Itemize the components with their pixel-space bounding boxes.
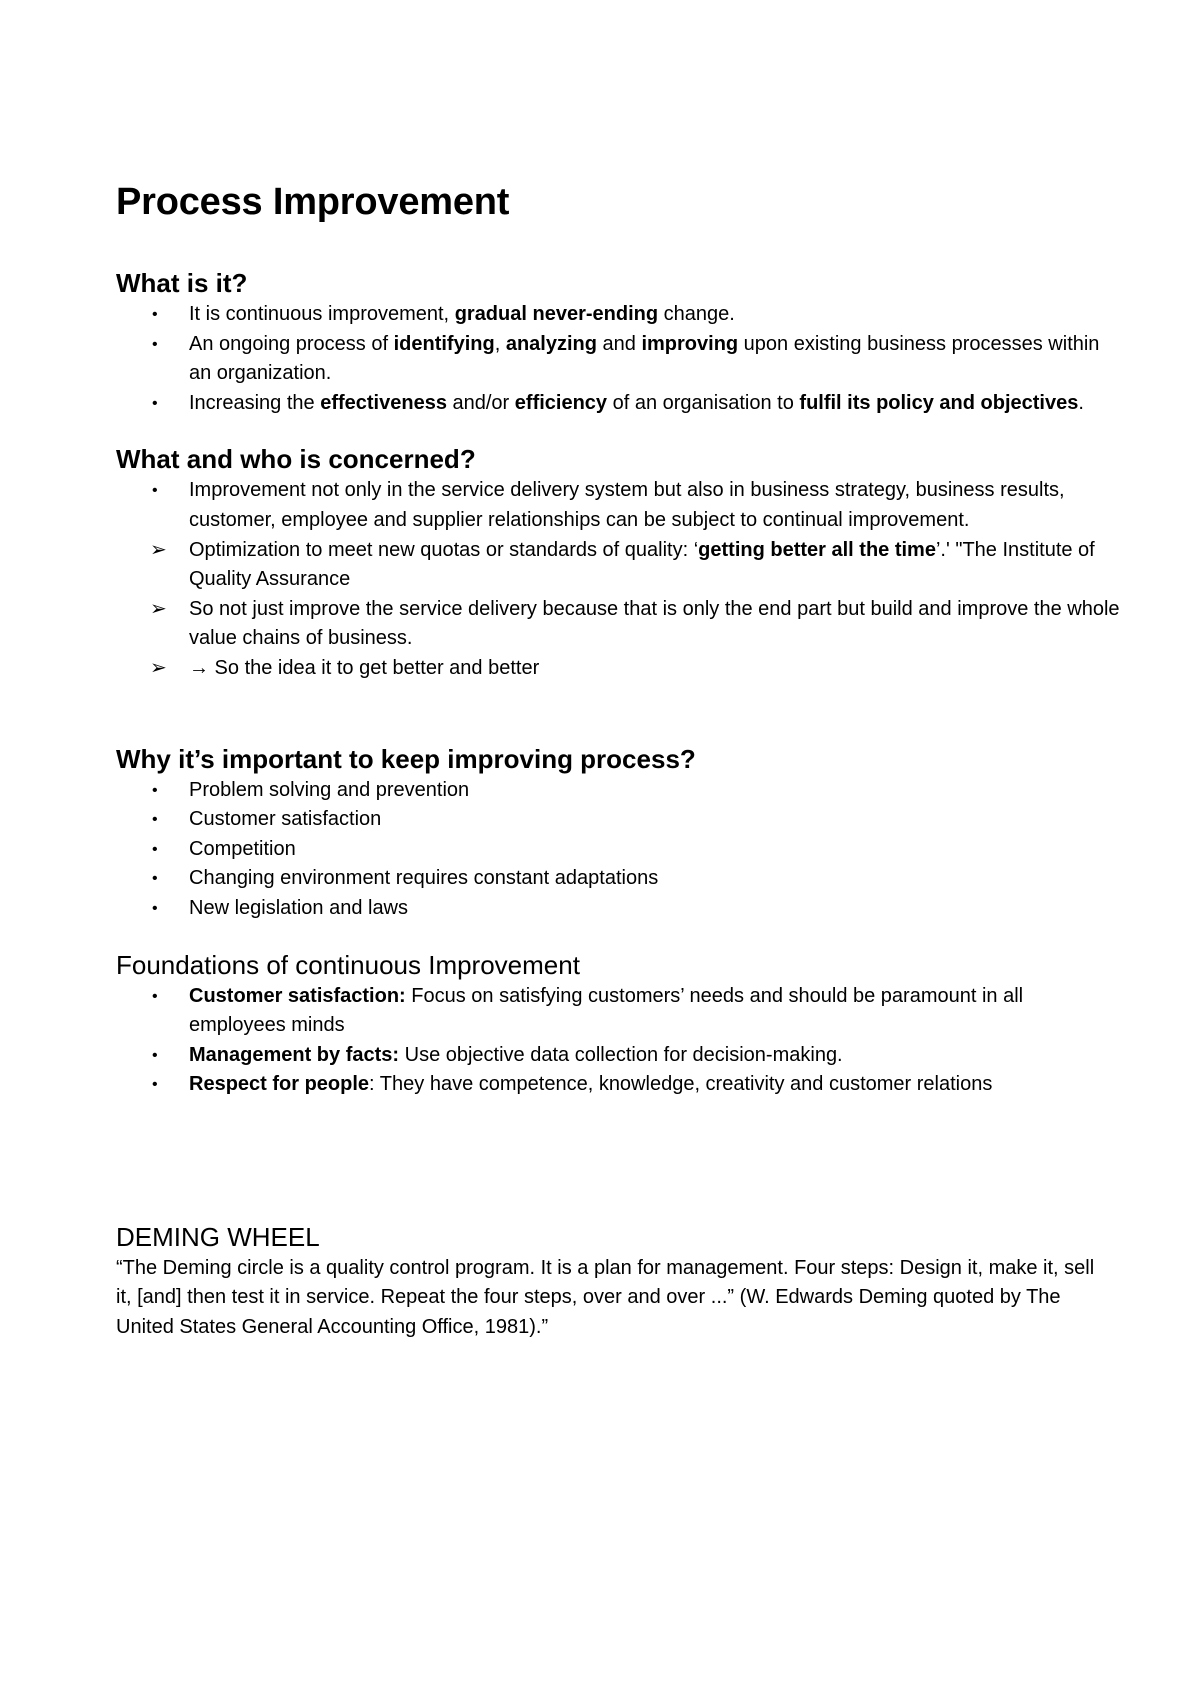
list-item: • Increasing the effectiveness and/or efficiency of an organisation to fulfil its policy and objectives. xyxy=(116,389,1120,419)
bullet-icon: • xyxy=(152,1046,158,1064)
list-item: ➢ Optimization to meet new quotas or standards of quality: ‘getting better all the time’.' "The Institute of Quality Assurance xyxy=(116,536,1120,595)
list-item: • Improvement not only in the service delivery system but also in business strategy, business results, customer, employee and supplier relationships can be subject to continual improvement. xyxy=(116,476,1120,535)
bullet-icon: • xyxy=(152,870,158,888)
page-title: Process Improvement xyxy=(116,181,510,223)
list-item: • Management by facts: Use objective data collection for decision-making. xyxy=(116,1041,1120,1071)
bullet-icon: • xyxy=(152,335,158,353)
heading-what-is-it: What is it? xyxy=(116,268,248,298)
list-item: • Competition xyxy=(116,835,1120,865)
bullet-icon: • xyxy=(152,987,158,1005)
bullet-icon: • xyxy=(152,840,158,858)
bullet-icon: • xyxy=(152,394,158,412)
arrow-bullet-icon: ➢ xyxy=(150,597,167,620)
bullet-icon: • xyxy=(152,482,158,500)
heading-why-important: Why it’s important to keep improving process? xyxy=(116,743,696,774)
bullet-icon: • xyxy=(152,811,158,829)
right-arrow-icon: → xyxy=(189,656,209,679)
bullet-icon: • xyxy=(152,781,158,799)
list-item: • Customer satisfaction xyxy=(116,805,1120,835)
deming-quote: “The Deming circle is a quality control program. It is a plan for management. Four steps: Design it, make it, sell it, [and] then test it in service. Repeat the four steps, over and over ...” (W. Edwards Deming quoted by The United States General Accounting Office, 1981).” xyxy=(116,1256,1095,1339)
what-is-it-list xyxy=(116,300,1120,418)
foundations-list xyxy=(116,982,1120,1100)
bullet-icon: • xyxy=(152,1076,158,1094)
heading-foundations: Foundations of continuous Improvement xyxy=(116,949,580,980)
heading-who-is-concerned: What and who is concerned? xyxy=(116,444,476,475)
arrow-bullet-icon: ➢ xyxy=(150,538,167,561)
arrow-bullet-icon: ➢ xyxy=(150,656,167,679)
why-important-list xyxy=(116,776,1120,924)
list-item: • Customer satisfaction: Focus on satisfying customers’ needs and should be paramount in all employees minds xyxy=(116,982,1120,1041)
heading-deming-wheel: DEMING WHEEL xyxy=(116,1221,320,1252)
list-item: ➢ So not just improve the service delivery because that is only the end part but build and improve the whole value chains of business. xyxy=(116,595,1120,654)
list-item: • Respect for people: They have competence, knowledge, creativity and customer relations xyxy=(116,1070,1120,1100)
list-item: • New legislation and laws xyxy=(116,894,1120,924)
bullet-icon: • xyxy=(152,899,158,917)
who-is-concerned-list xyxy=(116,476,1120,683)
list-item: • Problem solving and prevention xyxy=(116,776,1120,806)
bullet-icon: • xyxy=(152,306,158,323)
list-item: • An ongoing process of identifying, analyzing and improving upon existing business processes within an organization. xyxy=(116,330,1120,389)
list-item: • Changing environment requires constant adaptations xyxy=(116,864,1120,894)
list-item: • It is continuous improvement, gradual never-ending change. xyxy=(116,300,1120,330)
list-item: ➢ → So the idea it to get better and better xyxy=(116,654,1120,684)
